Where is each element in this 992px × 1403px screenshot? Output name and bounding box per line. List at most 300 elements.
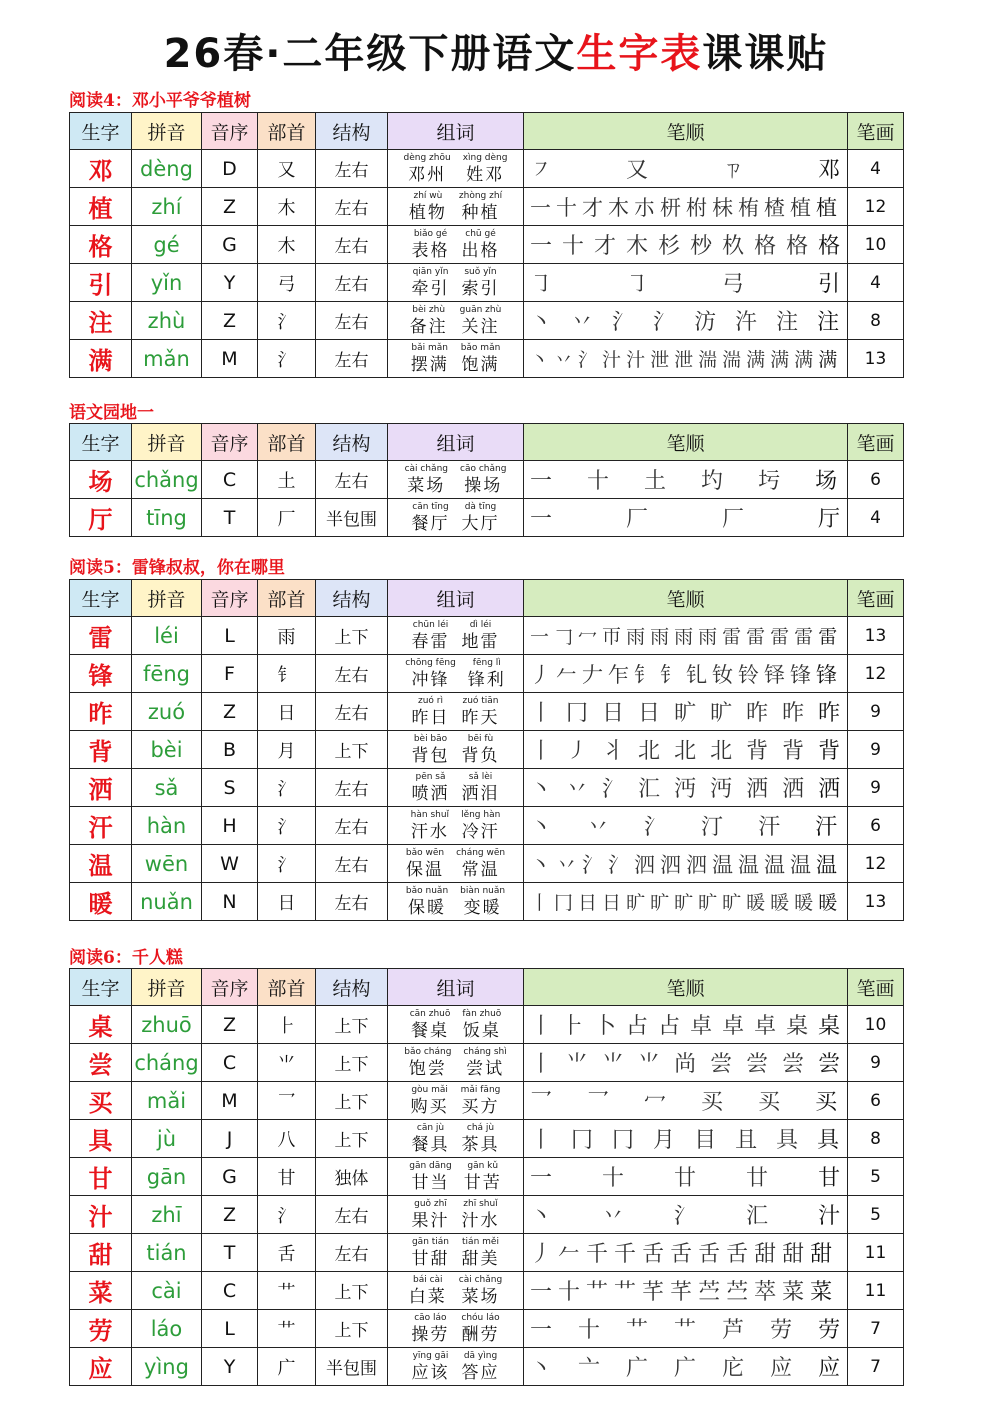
word-item <box>405 465 448 495</box>
radical: 氵 <box>258 340 316 378</box>
stroke-count: 11 <box>848 1272 904 1310</box>
stroke-step: 格 <box>818 234 841 259</box>
stroke-count: 10 <box>848 226 904 264</box>
stroke-step: ⺌ <box>638 1052 661 1077</box>
word-list <box>388 1162 523 1192</box>
stroke-step: 氵 <box>674 1204 697 1229</box>
stroke-step: 湍 <box>722 349 742 371</box>
stroke-step: 满 <box>746 349 766 371</box>
word-pinyin: dā yìng <box>463 1350 498 1361</box>
word-chars: 大厅 <box>461 513 500 534</box>
header-count: 笔画 <box>848 424 904 461</box>
header-count: 笔画 <box>848 580 904 617</box>
new-character: 汗 <box>70 807 132 845</box>
word-chars: 餐桌 <box>411 1020 450 1041</box>
table-row <box>70 264 904 302</box>
stroke-count: 11 <box>848 1234 904 1272</box>
word-item <box>462 697 500 727</box>
stroke-step: 具 <box>817 1128 840 1153</box>
phonetic-index: D <box>202 150 258 188</box>
stroke-count: 9 <box>848 693 904 731</box>
stroke-step: 汗 <box>758 815 781 840</box>
word-chars: 昨日 <box>411 707 450 728</box>
phonetic-index: Z <box>202 188 258 226</box>
stroke-step: 舌 <box>726 1242 749 1267</box>
stroke-step: 占 <box>658 1014 681 1039</box>
word-item <box>462 1010 501 1040</box>
header-seq: 音序 <box>202 113 258 150</box>
stroke-step: 汻 <box>735 310 758 335</box>
word-combos <box>388 769 524 807</box>
header-char: 生字 <box>70 424 132 461</box>
word-item <box>406 849 444 879</box>
word-list <box>388 230 523 260</box>
word-chars: 餐厅 <box>411 513 450 534</box>
phonetic-index: C <box>202 1044 258 1082</box>
word-list <box>388 1086 523 1116</box>
word-combos <box>388 1120 524 1158</box>
stroke-step: 买 <box>701 1090 724 1115</box>
stroke-step: 卓 <box>722 1014 745 1039</box>
word-chars: 昨天 <box>461 707 500 728</box>
word-chars: 白菜 <box>408 1286 447 1307</box>
stroke-step: 十 <box>578 1318 601 1343</box>
stroke-count: 7 <box>848 1310 904 1348</box>
word-pinyin: yīng gāi <box>412 1350 449 1361</box>
stroke-sequence <box>530 734 847 765</box>
stroke-sequence <box>530 659 847 689</box>
structure: 上下 <box>316 731 388 769</box>
stroke-step: 杦 <box>722 234 745 259</box>
stroke-step: ⺌ <box>566 1052 589 1077</box>
stroke-sequence <box>530 888 847 915</box>
structure: 半包围 <box>316 499 388 537</box>
word-pinyin: cān zhuō <box>409 1008 451 1019</box>
new-character: 场 <box>70 461 132 499</box>
word-pinyin: bèi bāo <box>413 733 448 744</box>
title-highlight: 生字表 <box>576 31 703 77</box>
pinyin: hàn <box>132 807 202 845</box>
stroke-step: 昨 <box>782 701 805 726</box>
word-item <box>406 887 448 917</box>
word-item <box>409 192 447 222</box>
stroke-order <box>524 617 848 655</box>
word-combos <box>388 1006 524 1044</box>
pinyin: cháng <box>132 1044 202 1082</box>
title-part1: 26春·二年级下册语文 <box>163 31 577 77</box>
header-count: 笔画 <box>848 113 904 150</box>
word-chars: 尝试 <box>466 1058 505 1079</box>
phonetic-index: Z <box>202 1006 258 1044</box>
stroke-step: 格 <box>786 234 809 259</box>
stroke-step: 桌 <box>818 1014 841 1039</box>
stroke-step: 昨 <box>746 701 769 726</box>
word-chars: 保暖 <box>408 897 447 918</box>
table-row <box>70 461 904 499</box>
stroke-step: 才 <box>594 234 617 259</box>
word-list <box>388 659 523 689</box>
stroke-step: 背 <box>782 739 805 764</box>
word-combos <box>388 1310 524 1348</box>
word-pinyin: cān tīng <box>412 501 449 512</box>
stroke-step: 目 <box>694 1128 717 1153</box>
stroke-sequence <box>530 849 847 879</box>
stroke-count: 5 <box>848 1158 904 1196</box>
stroke-step: 温 <box>816 852 837 877</box>
pinyin: gé <box>132 226 202 264</box>
pinyin: nuǎn <box>132 883 202 921</box>
stroke-step: 丨 <box>530 701 553 726</box>
word-item <box>461 811 500 841</box>
word-pinyin: gān dāng <box>409 1160 452 1171</box>
stroke-step: 汇 <box>746 1204 769 1229</box>
radical: 日 <box>258 883 316 921</box>
stroke-order <box>524 1158 848 1196</box>
structure: 左右 <box>316 845 388 883</box>
stroke-step: 尝 <box>710 1052 733 1077</box>
pinyin: cài <box>132 1272 202 1310</box>
stroke-order <box>524 655 848 693</box>
structure: 上下 <box>316 617 388 655</box>
stroke-order <box>524 807 848 845</box>
word-list <box>388 306 523 336</box>
stroke-step: 雨 <box>626 626 646 648</box>
stroke-step: 甜 <box>810 1242 833 1267</box>
structure: 左右 <box>316 461 388 499</box>
word-item <box>463 154 508 184</box>
stroke-count: 7 <box>848 1348 904 1386</box>
word-item <box>410 1010 451 1040</box>
header-order: 笔顺 <box>524 113 848 150</box>
stroke-order <box>524 883 848 921</box>
header-char: 生字 <box>70 113 132 150</box>
radical: ⺌ <box>258 1044 316 1082</box>
stroke-step: 丿 <box>530 1242 553 1267</box>
structure: 左右 <box>316 340 388 378</box>
header-structure: 结构 <box>316 580 388 617</box>
stroke-order <box>524 499 848 537</box>
radical: 月 <box>258 731 316 769</box>
stroke-order <box>524 150 848 188</box>
stroke-step: 旷 <box>650 892 670 914</box>
word-pinyin: mǎi fāng <box>460 1084 501 1095</box>
stroke-step: 温 <box>712 852 733 877</box>
word-combos <box>388 264 524 302</box>
word-chars: 常温 <box>461 859 500 880</box>
stroke-step: 雷 <box>722 626 742 648</box>
word-combos <box>388 731 524 769</box>
stroke-step: ㇓ <box>566 739 589 764</box>
word-item <box>412 230 450 260</box>
new-character: 尝 <box>70 1044 132 1082</box>
page-title <box>0 22 992 79</box>
stroke-step: ㇆ <box>626 272 649 297</box>
stroke-step: 植 <box>816 195 837 220</box>
stroke-step: 一 <box>530 469 553 494</box>
stroke-step: 丷 <box>602 1204 625 1229</box>
stroke-step: 冂 <box>554 892 574 914</box>
stroke-step: 暖 <box>746 892 766 914</box>
word-combos <box>388 499 524 537</box>
stroke-step: 暖 <box>818 892 838 914</box>
word-pinyin: chóu láo <box>461 1312 500 1323</box>
stroke-step: 土 <box>644 469 667 494</box>
new-character: 汁 <box>70 1196 132 1234</box>
stroke-step: 雷 <box>794 626 814 648</box>
word-chars: 变暖 <box>463 897 502 918</box>
word-pinyin: biàn nuǎn <box>460 885 506 896</box>
header-radical: 部首 <box>258 424 316 461</box>
stroke-step: 丨 <box>530 1128 553 1153</box>
header-structure: 结构 <box>316 969 388 1006</box>
pinyin: jù <box>132 1120 202 1158</box>
stroke-step: 舌 <box>698 1242 721 1267</box>
phonetic-index: M <box>202 340 258 378</box>
word-chars: 背包 <box>411 745 450 766</box>
phonetic-index: W <box>202 845 258 883</box>
stroke-order <box>524 226 848 264</box>
word-pinyin: cāo chǎng <box>460 463 507 474</box>
word-chars: 汗水 <box>410 821 449 842</box>
word-pinyin: chū gé <box>465 228 496 239</box>
word-list <box>388 1048 523 1078</box>
stroke-step: 一 <box>530 1166 553 1191</box>
table-row <box>70 1044 904 1082</box>
header-words: 组词 <box>388 424 524 461</box>
word-list <box>388 811 523 841</box>
word-list <box>388 1010 523 1040</box>
stroke-step: 枅 <box>660 195 681 220</box>
structure: 左右 <box>316 264 388 302</box>
word-item <box>462 268 500 298</box>
word-list <box>388 1276 523 1306</box>
stroke-step: 艹 <box>614 1280 637 1305</box>
phonetic-index: H <box>202 807 258 845</box>
stroke-sequence <box>530 1237 847 1268</box>
word-item <box>404 1048 451 1078</box>
stroke-step: 亠 <box>578 1356 601 1381</box>
pinyin: zhī <box>132 1196 202 1234</box>
word-pinyin: zhī shuǐ <box>463 1198 498 1209</box>
word-list <box>388 697 523 727</box>
stroke-count: 10 <box>848 1006 904 1044</box>
stroke-step: 𠃌 <box>554 626 574 648</box>
word-pinyin: dèng zhōu <box>403 152 451 163</box>
word-list <box>388 1238 523 1268</box>
word-pinyin: zuó tiān <box>462 695 499 706</box>
stroke-step: 才 <box>582 195 603 220</box>
stroke-step: 甘 <box>818 1166 841 1191</box>
stroke-step: 注 <box>776 310 799 335</box>
word-pinyin: bēi fù <box>467 733 494 744</box>
stroke-step: 丶 <box>530 1356 553 1381</box>
header-seq: 音序 <box>202 424 258 461</box>
new-character: 雷 <box>70 617 132 655</box>
stroke-step: 泄 <box>674 349 694 371</box>
stroke-step: 旷 <box>698 892 718 914</box>
stroke-step: 汗 <box>815 815 838 840</box>
phonetic-index: G <box>202 1158 258 1196</box>
word-pinyin: gān tián <box>411 1236 450 1247</box>
word-combos <box>388 883 524 921</box>
word-pinyin: suǒ yǐn <box>464 266 497 277</box>
word-list <box>388 1314 523 1344</box>
stroke-sequence <box>530 229 847 260</box>
stroke-step: 一 <box>530 234 553 259</box>
new-character: 植 <box>70 188 132 226</box>
pinyin: láo <box>132 1310 202 1348</box>
phonetic-index: T <box>202 499 258 537</box>
pinyin: tián <box>132 1234 202 1272</box>
stroke-step: 背 <box>818 739 841 764</box>
stroke-order <box>524 1082 848 1120</box>
stroke-step: 雷 <box>770 626 790 648</box>
new-character: 满 <box>70 340 132 378</box>
word-item <box>409 1162 451 1192</box>
word-chars: 冲锋 <box>411 669 450 690</box>
stroke-step: 萃 <box>754 1280 777 1305</box>
stroke-step: 厂 <box>722 507 745 532</box>
word-combos <box>388 1272 524 1310</box>
stroke-step: 丨 <box>530 1014 553 1039</box>
header-row <box>70 424 904 461</box>
stroke-sequence <box>530 1351 847 1382</box>
table-row <box>70 1006 904 1044</box>
stroke-sequence <box>530 1161 847 1192</box>
stroke-step: 一 <box>530 1318 553 1343</box>
stroke-step: 丶 <box>530 777 553 802</box>
new-character: 引 <box>70 264 132 302</box>
stroke-step: ⺊ <box>562 1014 585 1039</box>
word-chars: 表格 <box>411 240 450 261</box>
structure: 上下 <box>316 1310 388 1348</box>
word-item <box>462 503 500 533</box>
word-chars: 甜美 <box>461 1248 500 1269</box>
word-item <box>459 192 502 222</box>
stroke-step: 十 <box>562 234 585 259</box>
stroke-order <box>524 1120 848 1158</box>
stroke-step: 朩 <box>634 195 655 220</box>
stroke-count: 12 <box>848 845 904 883</box>
section-title: 语文园地一 <box>69 403 154 423</box>
header-structure: 结构 <box>316 113 388 150</box>
pinyin: dèng <box>132 150 202 188</box>
word-pinyin: bǎo wēn <box>405 847 445 858</box>
title-part3: 课课贴 <box>702 31 829 77</box>
stroke-step: 卓 <box>690 1014 713 1039</box>
new-character: 注 <box>70 302 132 340</box>
stroke-sequence <box>530 305 847 336</box>
stroke-step: 桌 <box>786 1014 809 1039</box>
word-chars: 洒泪 <box>461 783 500 804</box>
character-table <box>69 579 904 921</box>
table-row <box>70 731 904 769</box>
header-count: 笔画 <box>848 969 904 1006</box>
stroke-step: 芦 <box>722 1318 745 1343</box>
word-list <box>388 465 523 495</box>
stroke-step: 丶 <box>530 349 550 371</box>
stroke-count: 6 <box>848 1082 904 1120</box>
word-item <box>412 697 450 727</box>
new-character: 温 <box>70 845 132 883</box>
radical: 又 <box>258 150 316 188</box>
stroke-step: 铃 <box>738 662 759 687</box>
word-chars: 摆满 <box>410 354 449 375</box>
phonetic-index: B <box>202 731 258 769</box>
word-combos <box>388 340 524 378</box>
stroke-step: 乍 <box>608 662 629 687</box>
phonetic-index: N <box>202 883 258 921</box>
word-pinyin: cháng shì <box>463 1046 507 1057</box>
stroke-step: 洒 <box>782 777 805 802</box>
stroke-step: 应 <box>818 1356 841 1381</box>
stroke-step: ㇆ <box>530 272 553 297</box>
word-chars: 茶具 <box>461 1134 500 1155</box>
word-chars: 喷洒 <box>411 783 450 804</box>
stroke-step: 雷 <box>818 626 838 648</box>
stroke-step: 汸 <box>694 310 717 335</box>
stroke-step: 菜 <box>810 1280 833 1305</box>
stroke-sequence <box>530 345 847 372</box>
word-list <box>388 503 523 533</box>
table-row <box>70 188 904 226</box>
new-character: 邓 <box>70 150 132 188</box>
word-item <box>411 1086 449 1116</box>
new-character: 应 <box>70 1348 132 1386</box>
word-pinyin: tián měi <box>462 1236 499 1247</box>
stroke-step: 丷 <box>554 349 574 371</box>
stroke-count: 9 <box>848 731 904 769</box>
word-item <box>460 306 502 336</box>
phonetic-index: Z <box>202 693 258 731</box>
stroke-step: 旷 <box>674 892 694 914</box>
stroke-step: 泗 <box>634 852 655 877</box>
phonetic-index: Y <box>202 1348 258 1386</box>
stroke-order <box>524 769 848 807</box>
word-item <box>456 849 505 879</box>
word-chars: 牵引 <box>411 278 450 299</box>
word-item <box>412 773 450 803</box>
word-pinyin: cān jù <box>416 1122 445 1133</box>
header-pinyin: 拼音 <box>132 424 202 461</box>
word-list <box>388 344 523 374</box>
stroke-step: 尝 <box>746 1052 769 1077</box>
stroke-step: 乛 <box>530 1090 553 1115</box>
word-list <box>388 773 523 803</box>
word-pinyin: bǎo nuǎn <box>405 885 449 896</box>
word-item <box>410 306 448 336</box>
stroke-step: 引 <box>818 272 841 297</box>
stroke-sequence <box>530 267 847 298</box>
word-chars: 餐具 <box>411 1134 450 1155</box>
stroke-sequence <box>530 1199 847 1230</box>
new-character: 甜 <box>70 1234 132 1272</box>
stroke-step: 汁 <box>818 1204 841 1229</box>
word-pinyin: dì léi <box>469 619 492 630</box>
header-pinyin: 拼音 <box>132 113 202 150</box>
stroke-step: 氵 <box>602 777 625 802</box>
stroke-step: 日 <box>638 701 661 726</box>
stroke-step: 弓 <box>722 272 745 297</box>
word-combos <box>388 807 524 845</box>
word-pinyin: gān kǔ <box>467 1160 499 1171</box>
word-list <box>388 887 523 917</box>
stroke-step: 芊 <box>670 1280 693 1305</box>
stroke-order <box>524 845 848 883</box>
stroke-step: 苎 <box>698 1280 721 1305</box>
word-pinyin: lěng hàn <box>461 809 501 820</box>
stroke-step: 艹 <box>586 1280 609 1305</box>
